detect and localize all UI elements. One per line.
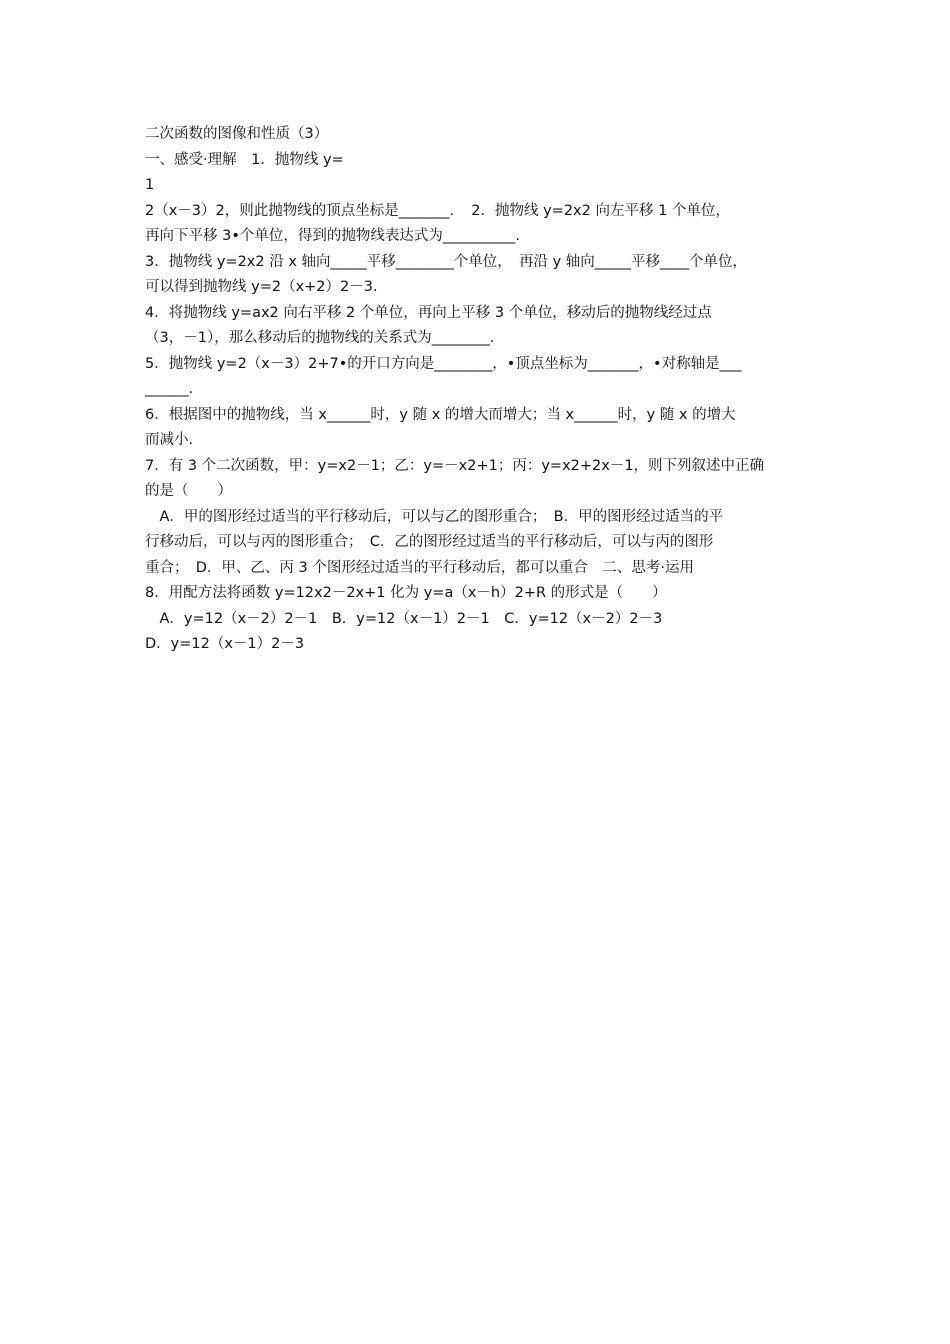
question-3-cont: 可以得到抛物线 y=2（x+2）2－3.: [145, 279, 378, 295]
question-7-option-a-b: A．甲的图形经过适当的平行移动后，可以与乙的图形重合； B．甲的图形经过适当的平: [145, 508, 724, 525]
question-7: 7．有 3 个二次函数，甲：y=x2－1；乙：y=－x2+1；丙：y=x2+2x－1，则下列叙述中正确: [145, 457, 765, 474]
document-body: [145, 122, 815, 658]
question-8-option-d: D．y=12（x－1）2－3: [145, 636, 305, 652]
section-one-heading: 一、感受·理解 1．抛物线 y=: [145, 151, 344, 168]
doc-title: 二次函数的图像和性质（3）: [145, 126, 329, 142]
question-7-option-b-c: 行移动后，可以与丙的图形重合； C．乙的图形经过适当的平行移动后，可以与丙的图形: [145, 534, 714, 550]
question-8-options-abc: A．y=12（x－2）2－1 B．y=12（x－1）2－1 C．y=12（x－2）2－3: [145, 610, 663, 627]
question-5-cont: ______.: [145, 381, 194, 397]
question-2-cont: 再向下平移 3•个单位，得到的抛物线表达式为__________.: [145, 228, 520, 244]
question-4: 4．将抛物线 y=ax2 向右平移 2 个单位，再向上平移 3 个单位，移动后的抛物线经过点: [145, 304, 712, 321]
question-6-cont: 而减小.: [145, 432, 194, 448]
question-7-option-d-section-two: 重合； D．甲、乙、丙 3 个图形经过适当的平行移动后，都可以重合 二、思考·运用: [145, 559, 694, 576]
question-1-and-2: 2（x－3）2，则此抛物线的顶点坐标是_______． 2．抛物线 y=2x2 向左平移 1 个单位，: [145, 202, 730, 219]
question-3: 3．抛物线 y=2x2 沿 x 轴向_____平移________个单位， 再沿 y 轴向_____平移____个单位，: [145, 253, 748, 270]
question-5: 5．抛物线 y=2（x－3）2+7•的开口方向是________，•顶点坐标为_______，•对称轴是___: [145, 355, 742, 372]
question-4-cont: （3，－1），那么移动后的抛物线的关系式为________.: [145, 330, 495, 346]
question-6: 6．根据图中的抛物线，当 x______时，y 随 x 的增大而增大；当 x______时，y 随 x 的增大: [145, 406, 736, 423]
question-8: 8．用配方法将函数 y=12x2－2x+1 化为 y=a（x－h）2+R 的形式是（ ）: [145, 585, 667, 601]
question-7-cont: 的是（ ）: [145, 483, 232, 499]
fraction-numerator: 1: [145, 177, 155, 193]
